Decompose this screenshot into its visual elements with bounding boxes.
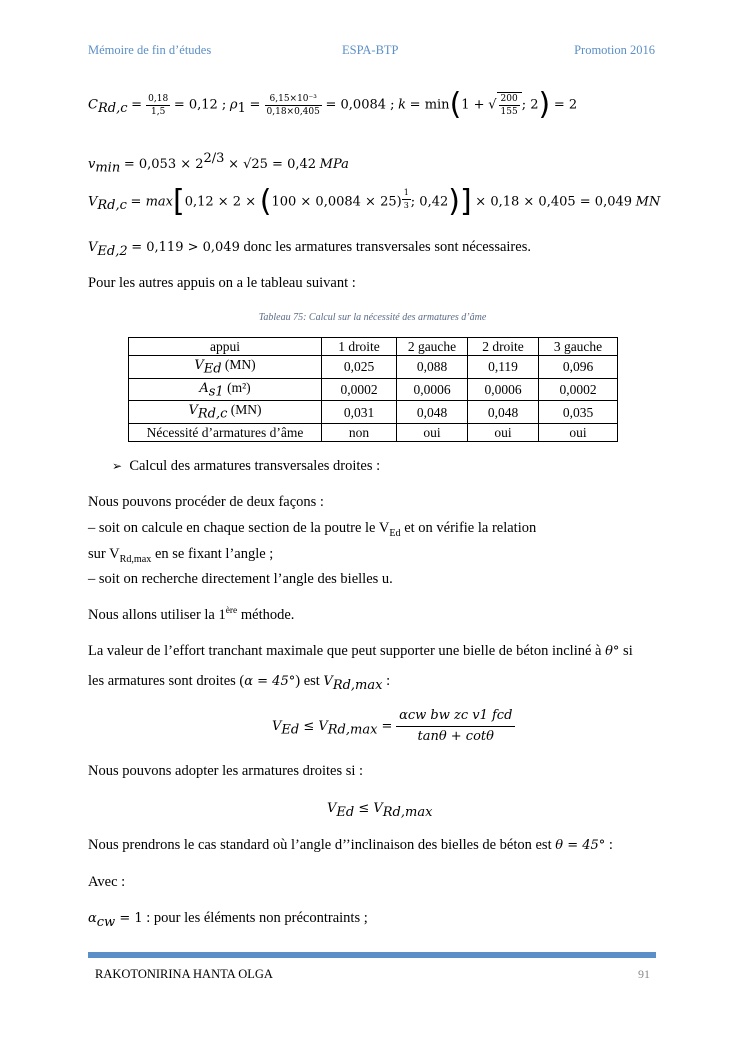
table-cell: 0,035 <box>539 401 618 424</box>
table-cell: 0,048 <box>468 401 539 424</box>
formula-vrdmax: $V_{Ed} \le V_{Rd,max}$ = $\frac{\text{αcw bw zc v1 fcd}}{\tan\theta + \cot\theta}$ <box>272 708 515 745</box>
table-cell: 0,048 <box>397 401 468 424</box>
table-row <box>129 401 618 424</box>
table-cell: 0,0006 <box>468 378 539 401</box>
paragraph: Avec : <box>88 874 126 890</box>
equation-vmin: $v_{min} = 0,053 \times 2^{2/3} \times √25 = 0,42$ MPa <box>88 151 349 176</box>
table-header-cell: 2 droite <box>468 338 539 356</box>
row-label: $V_{Ed}$ (MN) <box>129 356 322 379</box>
table-cell: 0,0006 <box>397 378 468 401</box>
paragraph: Nous pouvons adopter les armatures droites si : <box>88 763 364 779</box>
row-label: $V_{Rd,c}$ (MN) <box>129 401 322 424</box>
paragraph: $\alpha_{cw} = 1$ : pour les éléments non précontraints ; <box>88 910 368 930</box>
page-number: 91 <box>638 967 650 981</box>
bullet-item <box>112 458 380 475</box>
row-label: Nécessité d’armatures d’âme <box>129 424 322 442</box>
row-label: $A_{s1}$ (m²) <box>129 378 322 401</box>
table-cell: oui <box>468 424 539 442</box>
header-left: Mémoire de fin d’études <box>88 43 212 57</box>
table-row <box>129 378 618 401</box>
table-row <box>129 356 618 379</box>
necessity-table <box>128 337 618 442</box>
table-caption: Tableau 75: Calcul sur la nécessité des armatures d’âme <box>258 312 487 323</box>
paragraph: Nous pouvons procéder de deux façons : <box>88 494 324 510</box>
paragraph: Nous prendrons le cas standard où l’angle d’’inclinaison des bielles de béton est θ = 45° : <box>88 837 613 853</box>
table-cell: oui <box>397 424 468 442</box>
header-right: Promotion 2016 <box>574 43 655 57</box>
arrow-bullet-icon: ➢ <box>112 459 123 473</box>
table-header-cell: 1 droite <box>322 338 397 356</box>
table-cell: 0,0002 <box>539 378 618 401</box>
paragraph: sur $V_{Rd,max}$ en se fixant l’angle ; <box>88 546 274 565</box>
table-header-row <box>129 338 618 356</box>
paragraph: – soit on recherche directement l’angle des bielles u. <box>88 571 393 587</box>
header-center: ESPA-BTP <box>342 43 399 57</box>
table-cell: 0,031 <box>322 401 397 424</box>
equation-crdc: $C_{Rd,c}$ = $\frac{0,18}{1,5}$ = 0,12 ; $\rho_1$ = $\frac{\text{6,15×10⁻³}}{0,18\times 0,405}$ = 0,0084 ; k = min(1 + √ $\frac{200}{155}$ ; 2) = 2 <box>88 87 578 122</box>
table-cell: 0,096 <box>539 356 618 379</box>
bullet-text: Calcul des armatures transversales droites : <box>129 458 381 474</box>
condition-equation: $V_{Ed} \le V_{Rd,max}$ <box>327 801 433 820</box>
table-row <box>129 424 618 442</box>
table-cell: 0,088 <box>397 356 468 379</box>
paragraph: les armatures sont droites (α = 45°) est $V_{Rd,max}$ : <box>88 673 391 693</box>
equation-vrdc: $V_{Rd,c} = \max[0,12 \times 2 \times (100 \times 0,0084 \times 25)$ $\frac{1}{3}$ ; 0,42)] × 0,18 × 0,405 = 0,049 MN <box>88 184 661 219</box>
table-cell: 0,025 <box>322 356 397 379</box>
paragraph: La valeur de l’effort tranchant maximale que peut supporter une bielle de béton incliné à θ° si <box>88 643 633 659</box>
paragraph: – soit on calcule en chaque section de la poutre le $V_{Ed}$ et on vérifie la relation <box>88 520 537 539</box>
footer-author: RAKOTONIRINA HANTA OLGA <box>95 967 273 981</box>
table-cell: oui <box>539 424 618 442</box>
table-header-cell: 3 gauche <box>539 338 618 356</box>
paragraph: Nous allons utiliser la 1ère méthode. <box>88 606 295 623</box>
table-intro: Pour les autres appuis on a le tableau suivant : <box>88 275 356 291</box>
table-cell: 0,0002 <box>322 378 397 401</box>
table-header-cell: appui <box>129 338 322 356</box>
table-header-cell: 2 gauche <box>397 338 468 356</box>
table-cell: 0,119 <box>468 356 539 379</box>
footer-divider <box>88 952 656 958</box>
equation-ved2: $V_{Ed,2} = 0,119 > 0,049$ donc les armatures transversales sont nécessaires. <box>88 239 531 259</box>
table-cell: non <box>322 424 397 442</box>
